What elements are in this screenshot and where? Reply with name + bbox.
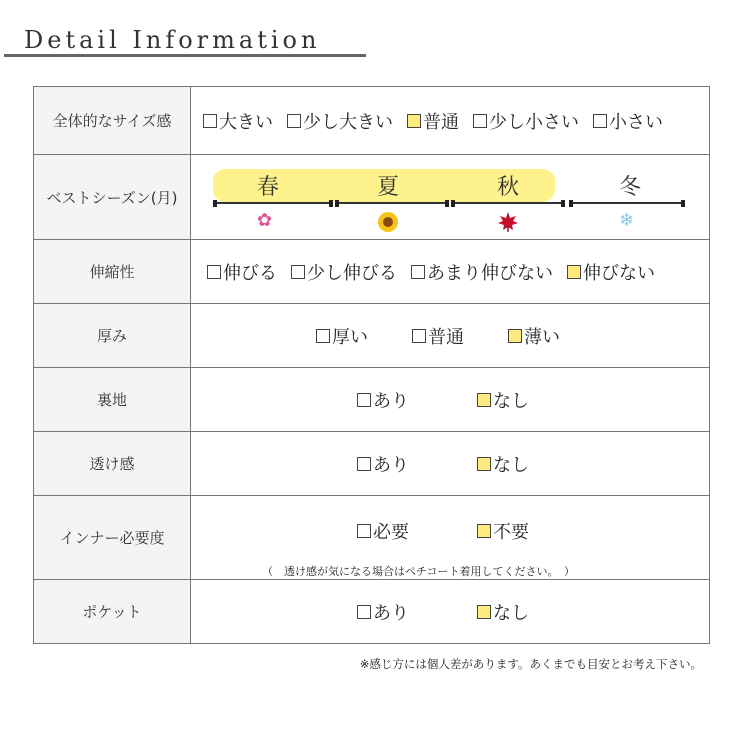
option-label: 厚い — [332, 326, 368, 348]
thickness-option-1 — [412, 323, 464, 349]
thickness-option-0 — [316, 323, 368, 349]
size-option-0 — [203, 108, 273, 134]
row-label-inner: インナー必要度 — [34, 496, 191, 580]
option-label: あり — [373, 390, 409, 412]
checkbox — [287, 114, 301, 128]
axis-tick — [569, 200, 573, 207]
lining-option-0 — [357, 387, 409, 413]
inner-option-0 — [357, 518, 409, 544]
option-label: 普通 — [428, 326, 464, 348]
sheer-options — [191, 432, 710, 496]
row-label-stretch: 伸縮性 — [34, 240, 191, 304]
option-label: あまり伸びない — [427, 262, 553, 284]
detail-table — [33, 86, 710, 644]
row-label-season: ベストシーズン(月) — [34, 155, 191, 240]
size-option-4 — [593, 108, 663, 134]
option-label: 少し大きい — [303, 111, 393, 133]
checkbox — [207, 265, 221, 279]
maple-leaf-icon — [497, 211, 519, 238]
option-label: 小さい — [609, 111, 663, 133]
option-label: あり — [373, 602, 409, 624]
stretch-option-3 — [567, 259, 655, 285]
option-label: 伸びる — [223, 262, 277, 284]
season-winter: 冬 — [619, 175, 642, 200]
petticoat-note: （ 透け感が気になる場合はペチコート着用してください。 ） — [262, 565, 576, 578]
title-underline — [4, 54, 366, 57]
stretch-option-2 — [411, 259, 553, 285]
axis-tick — [445, 200, 449, 207]
sunflower-icon — [377, 211, 399, 238]
option-label: 必要 — [373, 522, 409, 543]
checkbox — [357, 457, 371, 471]
inner-option-1 — [477, 518, 529, 544]
page-title: Detail Information — [24, 26, 321, 54]
option-label: 普通 — [423, 111, 459, 133]
axis-tick — [335, 200, 339, 207]
row-label-pocket: ポケット — [34, 580, 191, 644]
checkbox — [316, 329, 330, 343]
stretch-option-1 — [291, 259, 397, 285]
checkbox — [357, 524, 371, 538]
checkbox-checked — [477, 605, 491, 619]
checkbox — [593, 114, 607, 128]
checkbox — [291, 265, 305, 279]
season-axis-autumn — [453, 202, 563, 204]
thickness-option-2 — [508, 323, 560, 349]
table-row — [34, 432, 710, 496]
season-summer: 夏 — [377, 175, 400, 200]
checkbox-checked — [477, 524, 491, 538]
size-options — [191, 87, 710, 155]
lining-options — [191, 368, 710, 432]
checkbox — [357, 393, 371, 407]
season-chart — [191, 155, 710, 240]
row-label-thickness: 厚み — [34, 304, 191, 368]
size-option-2 — [407, 108, 459, 134]
size-option-1 — [287, 108, 393, 134]
option-label: 少し伸びる — [307, 262, 397, 284]
option-label: 薄い — [524, 326, 560, 348]
option-label: 少し小さい — [489, 111, 579, 133]
stretch-option-0 — [207, 259, 277, 285]
sheer-option-0 — [357, 451, 409, 477]
table-row — [34, 580, 710, 644]
row-label-size: 全体的なサイズ感 — [34, 87, 191, 155]
row-label-lining: 裏地 — [34, 368, 191, 432]
checkbox — [357, 605, 371, 619]
season-autumn: 秋 — [497, 175, 520, 200]
checkbox — [203, 114, 217, 128]
row-label-sheer: 透け感 — [34, 432, 191, 496]
disclaimer-footnote: ※感じ方には個人差があります。あくまでも目安とお考え下さい。 — [359, 657, 702, 671]
season-axis-summer — [337, 202, 447, 204]
checkbox-checked — [407, 114, 421, 128]
axis-tick — [561, 200, 565, 207]
axis-tick — [451, 200, 455, 207]
lining-option-1 — [477, 387, 529, 413]
option-label: 伸びない — [583, 262, 655, 284]
axis-tick — [329, 200, 333, 207]
option-label: 不要 — [493, 522, 529, 543]
thickness-options — [191, 304, 710, 368]
season-spring: 春 — [257, 175, 280, 200]
table-row — [34, 155, 710, 240]
season-axis-winter — [571, 202, 683, 204]
pocket-option-0 — [357, 599, 409, 625]
checkbox-checked — [508, 329, 522, 343]
option-label: なし — [493, 454, 529, 476]
checkbox — [412, 329, 426, 343]
stretch-options — [191, 240, 710, 304]
checkbox-checked — [567, 265, 581, 279]
checkbox — [473, 114, 487, 128]
cherry-blossom-icon: ✿ — [257, 210, 273, 231]
option-label: なし — [493, 602, 529, 624]
checkbox — [411, 265, 425, 279]
axis-tick — [681, 200, 685, 207]
axis-tick — [213, 200, 217, 207]
option-label: なし — [493, 390, 529, 412]
table-row — [34, 87, 710, 155]
pocket-option-1 — [477, 599, 529, 625]
size-option-3 — [473, 108, 579, 134]
sheer-option-1 — [477, 451, 529, 477]
table-row — [34, 368, 710, 432]
option-label: 大きい — [219, 111, 273, 133]
checkbox-checked — [477, 393, 491, 407]
snowflake-icon: ❄ — [619, 210, 635, 231]
table-row — [34, 304, 710, 368]
table-row — [34, 240, 710, 304]
option-label: あり — [373, 454, 409, 476]
pocket-options — [191, 580, 710, 644]
season-axis-spring — [215, 202, 331, 204]
checkbox-checked — [477, 457, 491, 471]
